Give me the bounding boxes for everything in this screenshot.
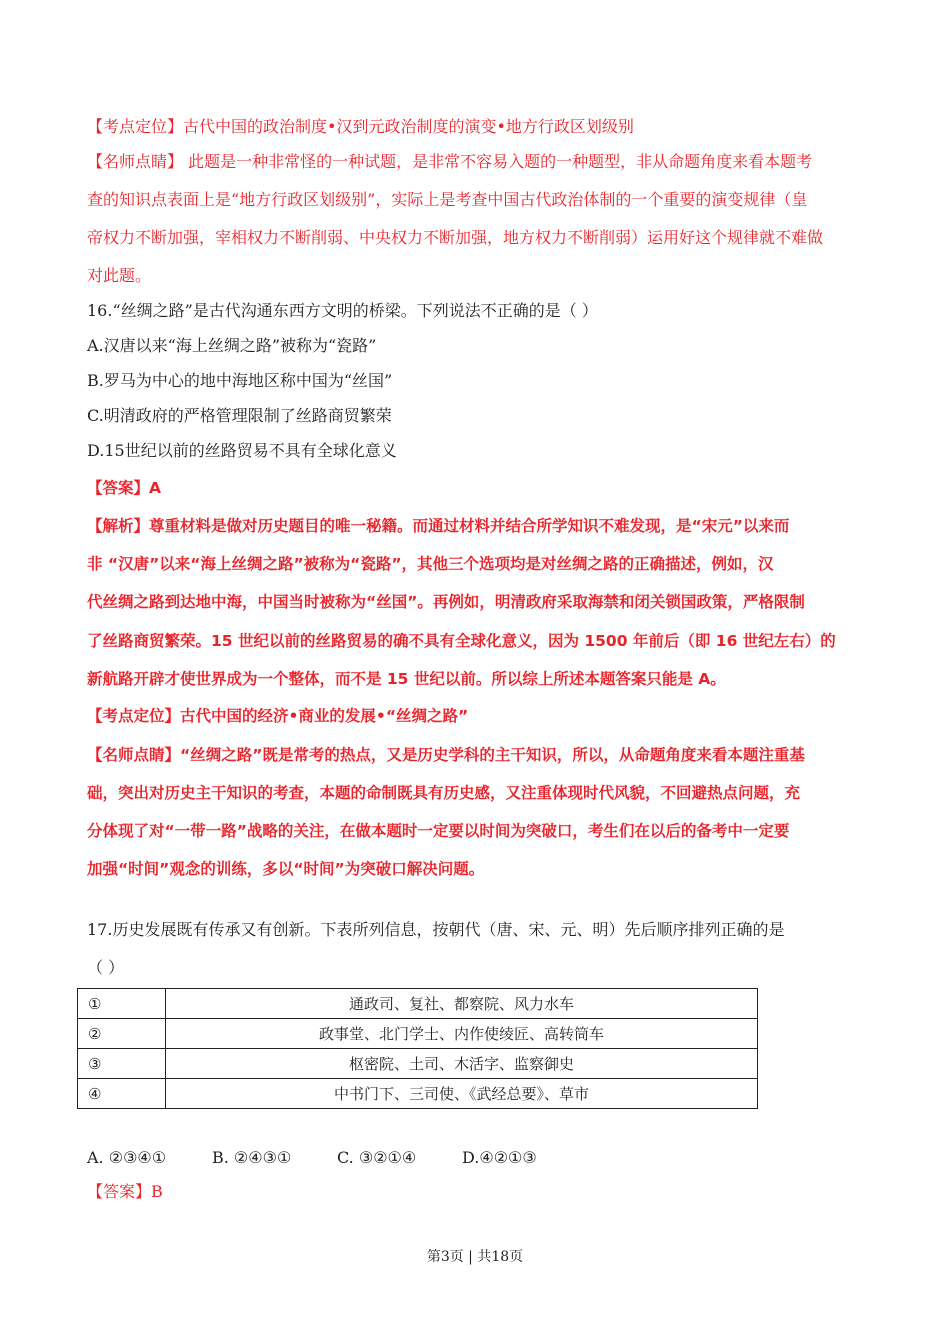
kaodian-15: 【考点定位】古代中国的政治制度•汉到元政治制度的演变•地方行政区划级别 bbox=[87, 117, 634, 136]
row-num: ② bbox=[78, 1019, 166, 1049]
q16-option-d: D.15世纪以前的丝路贸易不具有全球化意义 bbox=[87, 441, 397, 460]
q16-jiexi-line: 新航路开辟才使世界成为一个整体，而不是 15 世纪以前。所以综上所述本题答案只能是 A。 bbox=[87, 670, 726, 688]
table-row bbox=[78, 989, 758, 1019]
row-content: 枢密院、土司、木活字、监察御史 bbox=[166, 1049, 758, 1079]
q16-answer: 【答案】A bbox=[87, 479, 161, 497]
table-row bbox=[78, 1019, 758, 1049]
q16-jiexi-line: 代丝绸之路到达地中海，中国当时被称为“丝国”。再例如，明清政府采取海禁和闭关锁国政策，严格限制 bbox=[87, 593, 805, 611]
mingshi-15-line: 对此题。 bbox=[87, 266, 152, 285]
mingshi-15-line: 查的知识点表面上是“地方行政区划级别”，实际上是考查中国古代政治体制的一个重要的演变规律（皇 bbox=[87, 190, 808, 209]
q16-option-a: A.汉唐以来“海上丝绸之路”被称为“瓷路” bbox=[87, 336, 377, 355]
q16-option-b: B.罗马为中心的地中海地区称中国为“丝国” bbox=[87, 371, 393, 390]
row-num: ④ bbox=[78, 1079, 166, 1109]
row-content: 政事堂、北门学士、内作使绫匠、高转筒车 bbox=[166, 1019, 758, 1049]
q16-kaodian: 【考点定位】古代中国的经济•商业的发展•“丝绸之路” bbox=[87, 707, 469, 725]
mingshi-15-line: 帝权力不断加强，宰相权力不断削弱、中央权力不断加强，地方权力不断削弱）运用好这个规律就不难做 bbox=[87, 228, 824, 247]
q16-option-c: C.明清政府的严格管理限制了丝路商贸繁荣 bbox=[87, 406, 392, 425]
q16-mingshi-line: 础，突出对历史主干知识的考查，本题的命制既具有历史感，又注重体现时代风貌，不回避热点问题，充 bbox=[87, 784, 801, 802]
mingshi-15-line: 【名师点睛】 此题是一种非常怪的一种试题，是非常不容易入题的一种题型，非从命题角度来看本题考 bbox=[87, 152, 813, 171]
q17-option-d: D.④②①③ bbox=[462, 1148, 537, 1167]
q16-jiexi-line: 非 “汉唐”以来“海上丝绸之路”被称为“瓷路”，其他三个选项均是对丝绸之路的正确描述，例如，汉 bbox=[87, 555, 774, 573]
q17-option-a: A. ②③④① bbox=[87, 1148, 167, 1167]
q17-option-b: B. ②④③① bbox=[212, 1148, 292, 1167]
q16-mingshi-line: 加强“时间”观念的训练，多以“时间”为突破口解决问题。 bbox=[87, 860, 485, 878]
row-content: 通政司、复社、都察院、风力水车 bbox=[166, 989, 758, 1019]
q16-stem: 16.“丝绸之路”是古代沟通东西方文明的桥梁。下列说法不正确的是（ ） bbox=[87, 301, 598, 320]
q16-jiexi-line: 【解析】尊重材料是做对历史题目的唯一秘籍。而通过材料并结合所学知识不难发现，是“宋元”以来而 bbox=[87, 517, 790, 535]
q17-table bbox=[77, 988, 758, 1109]
row-num: ① bbox=[78, 989, 166, 1019]
row-num: ③ bbox=[78, 1049, 166, 1079]
row-content: 中书门下、三司使、《武经总要》、草市 bbox=[166, 1079, 758, 1109]
q17-stem: 17.历史发展既有传承又有创新。下表所列信息，按朝代（唐、宋、元、明）先后顺序排列正确的是 bbox=[87, 920, 785, 939]
q16-mingshi-line: 【名师点睛】“丝绸之路”既是常考的热点，又是历史学科的主干知识，所以，从命题角度来看本题注重基 bbox=[87, 746, 805, 764]
table-row bbox=[78, 1079, 758, 1109]
table-row bbox=[78, 1049, 758, 1079]
q16-mingshi-line: 分体现了对“一带一路”战略的关注，在做本题时一定要以时间为突破口，考生们在以后的备考中一定要 bbox=[87, 822, 790, 840]
q16-jiexi-line: 了丝路商贸繁荣。15 世纪以前的丝路贸易的确不具有全球化意义，因为 1500 年前后（即 16 世纪左右）的 bbox=[87, 632, 836, 650]
q17-option-c: C. ③②①④ bbox=[337, 1148, 417, 1167]
q17-answer: 【答案】B bbox=[87, 1182, 163, 1201]
q17-stem-paren: （ ） bbox=[87, 958, 125, 977]
page-footer: 第3页 | 共18页 bbox=[426, 1249, 524, 1265]
